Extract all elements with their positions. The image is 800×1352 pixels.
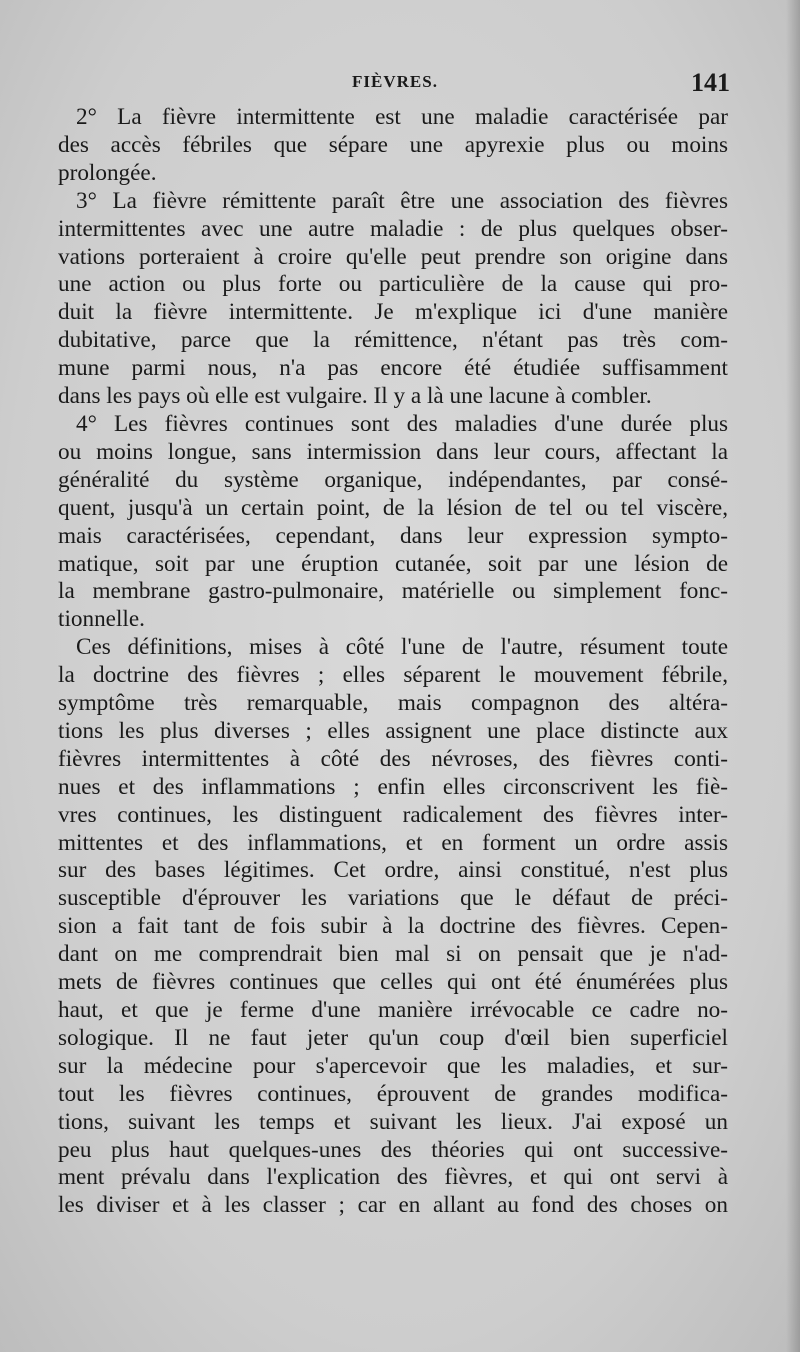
text-line: nues et des inflammations ; enfin elles circonscrivent les fiè- xyxy=(58,773,728,800)
text-line: vations porteraient à croire qu'elle peut prendre son origine dans xyxy=(58,243,728,270)
text-line: susceptible d'éprouver les variations que le défaut de préci- xyxy=(58,885,728,912)
text-line: intermittentes avec une autre maladie : de plus quelques obser- xyxy=(58,215,728,242)
text-line: mais caractérisées, cependant, dans leur expression sympto- xyxy=(58,522,728,549)
text-line: la membrane gastro-pulmonaire, matérielle ou simplement fonc- xyxy=(58,578,728,605)
text-line: dans les pays où elle est vulgaire. Il y a là une lacune à combler. xyxy=(58,383,652,410)
text-line: 3° La fièvre rémittente paraît être une association des fièvres xyxy=(76,187,728,214)
text-line: sur des bases légitimes. Cet ordre, ainsi constitué, n'est plus xyxy=(58,857,728,884)
paragraph xyxy=(58,104,728,188)
paragraph xyxy=(58,634,728,1220)
text-line: les diviser et à les classer ; car en allant au fond des choses on xyxy=(58,1192,728,1219)
text-line: sologique. Il ne faut jeter qu'un coup d'œil bien superficiel xyxy=(58,1024,728,1051)
text-line: vres continues, les distinguent radicalement des fièvres inter- xyxy=(58,801,728,828)
text-line: mittentes et des inflammations, et en forment un ordre assis xyxy=(58,829,728,856)
page-number: 141 xyxy=(691,68,730,97)
text-line: sion a fait tant de fois subir à la doctrine des fièvres. Cepen- xyxy=(58,913,728,940)
page-header xyxy=(60,68,730,102)
text-line: tout les fièvres continues, éprouvent de grandes modifica- xyxy=(58,1080,728,1107)
text-line: duit la fièvre intermittente. Je m'explique ici d'une manière xyxy=(58,299,728,326)
text-line: peu plus haut quelques-unes des théories qui ont successive- xyxy=(58,1136,728,1163)
text-line: mune parmi nous, n'a pas encore été étudiée suffisamment xyxy=(58,355,728,382)
text-line: ou moins longue, sans intermission dans leur cours, affectant la xyxy=(58,438,728,465)
running-head: FIÈVRES. xyxy=(352,72,438,91)
text-line: mets de fièvres continues que celles qui ont été énumérées plus xyxy=(58,969,728,996)
text-line: quent, jusqu'à un certain point, de la lésion de tel ou tel viscère, xyxy=(58,494,728,521)
text-line: 2° La fièvre intermittente est une maladie caractérisée par xyxy=(76,104,728,130)
text-line: ment prévalu dans l'explication des fièvres, et qui ont servi à xyxy=(58,1164,728,1191)
text-line: prolongée. xyxy=(58,159,157,186)
paragraph xyxy=(58,188,728,411)
body-text xyxy=(58,104,728,1220)
text-line: tionnelle. xyxy=(58,606,145,633)
text-line: la doctrine des fièvres ; elles séparent le mouvement fébrile, xyxy=(58,662,728,689)
text-line: 4° Les fièvres continues sont des maladies d'une durée plus xyxy=(76,410,728,437)
paragraph xyxy=(58,411,728,634)
text-line: tions, suivant les temps et suivant les lieux. J'ai exposé un xyxy=(58,1108,728,1135)
text-line: dubitative, parce que la rémittence, n'étant pas très com- xyxy=(58,327,728,354)
text-line: une action ou plus forte ou particulière de la cause qui pro- xyxy=(58,271,728,298)
text-line: des accès fébriles que sépare une apyrexie plus ou moins xyxy=(58,131,728,158)
text-line: Ces définitions, mises à côté l'une de l'autre, résument toute xyxy=(76,634,728,661)
text-line: fièvres intermittentes à côté des névroses, des fièvres conti- xyxy=(58,745,728,772)
text-line: symptôme très remarquable, mais compagnon des altéra- xyxy=(58,690,728,717)
text-line: généralité du système organique, indépendantes, par consé- xyxy=(58,466,728,493)
text-line: haut, et que je ferme d'une manière irrévocable ce cadre no- xyxy=(58,997,728,1023)
text-line: dant on me comprendrait bien mal si on pensait que je n'ad- xyxy=(58,941,728,968)
page-edge-shadow xyxy=(786,0,800,1352)
text-line: tions les plus diverses ; elles assignent une place distincte aux xyxy=(58,717,728,744)
text-line: sur la médecine pour s'apercevoir que les maladies, et sur- xyxy=(58,1052,728,1079)
text-line: matique, soit par une éruption cutanée, soit par une lésion de xyxy=(58,550,728,577)
